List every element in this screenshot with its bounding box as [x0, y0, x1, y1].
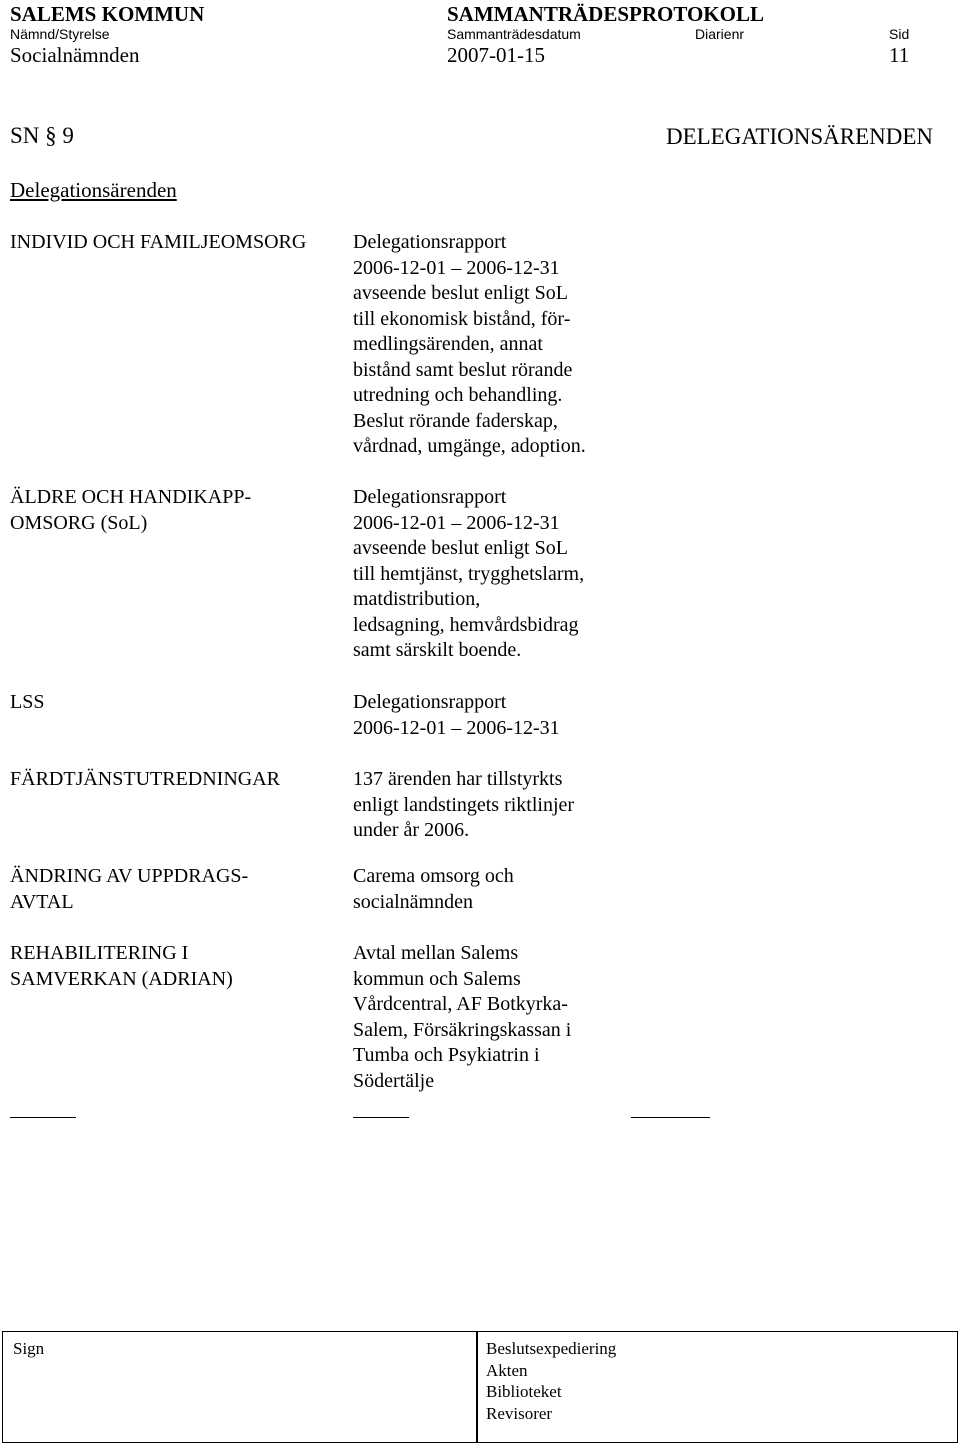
text-line: ÄLDRE OCH HANDIKAPP-: [10, 486, 252, 508]
label-date: Sammanträdesdatum: [447, 26, 581, 42]
text-line: utredning och behandling.: [353, 384, 563, 406]
sign-box: [2, 1331, 478, 1443]
signature-line: [353, 1117, 409, 1118]
row-right: [353, 864, 514, 915]
section-subtitle: Delegationsärenden: [10, 178, 177, 202]
text-line: under år 2006.: [353, 819, 470, 841]
row-right: [353, 230, 586, 460]
row-left: [10, 230, 306, 256]
signature-line: [10, 1117, 76, 1118]
sign-label: Sign: [13, 1339, 45, 1358]
text-line: till hemtjänst, trygghetslarm,: [353, 562, 585, 585]
text-line: LSS: [10, 691, 45, 713]
row-left: [10, 864, 248, 915]
distribution-box: [476, 1331, 958, 1443]
text-line: enligt landstingets riktlinjer: [353, 793, 575, 816]
text-line: Delegationsrapport: [353, 486, 507, 508]
text-line: Salem, Försäkringskassan i: [353, 1018, 572, 1041]
row-right: [353, 767, 574, 844]
body-name: Socialnämnden: [10, 43, 140, 67]
distribution-item: Akten: [486, 1360, 528, 1380]
row-left: [10, 941, 233, 992]
text-line: ledsagning, hemvårdsbidrag: [353, 613, 579, 636]
text-line: Beslut rörande faderskap,: [353, 409, 558, 432]
text-line: bistånd samt beslut rörande: [353, 358, 573, 381]
text-line: ÄNDRING AV UPPDRAGS-: [10, 865, 249, 887]
signature-line: [631, 1117, 710, 1118]
distribution-list: [486, 1338, 616, 1424]
section-number: SN § 9: [10, 123, 74, 148]
text-line: Södertälje: [353, 1069, 435, 1092]
text-line: 137 ärenden har tillstyrkts: [353, 768, 563, 790]
text-line: 2006-12-01 – 2006-12-31: [353, 511, 560, 534]
text-line: Tumba och Psykiatrin i: [353, 1044, 540, 1066]
text-line: REHABILITERING I: [10, 942, 189, 964]
text-line: 2006-12-01 – 2006-12-31: [353, 256, 560, 279]
text-line: vårdnad, umgänge, adoption.: [353, 435, 586, 457]
label-body: Nämnd/Styrelse: [10, 26, 110, 42]
distribution-item: Revisorer: [486, 1403, 553, 1423]
text-line: OMSORG (SoL): [10, 511, 148, 534]
row-right: [353, 941, 571, 1094]
text-line: avseende beslut enligt SoL: [353, 282, 568, 304]
meeting-date: 2007-01-15: [447, 43, 545, 67]
text-line: kommun och Salems: [353, 967, 521, 990]
text-line: avseende beslut enligt SoL: [353, 537, 568, 559]
text-line: Avtal mellan Salems: [353, 942, 519, 964]
org-name: SALEMS KOMMUN: [10, 2, 205, 26]
document-type: SAMMANTRÄDESPROTOKOLL: [447, 2, 764, 26]
text-line: INDIVID OCH FAMILJEOMSORG: [10, 231, 307, 253]
text-line: till ekonomisk bistånd, för-: [353, 307, 571, 330]
text-line: medlingsärenden, annat: [353, 333, 543, 355]
row-right: [353, 690, 560, 741]
text-line: AVTAL: [10, 890, 74, 913]
text-line: 2006-12-01 – 2006-12-31: [353, 716, 560, 739]
row-left: [10, 485, 251, 536]
distribution-item: Biblioteket: [486, 1382, 562, 1401]
row-left: [10, 767, 280, 793]
text-line: Delegationsrapport: [353, 691, 507, 713]
page-number: 11: [889, 43, 910, 67]
text-line: samt särskilt boende.: [353, 639, 522, 661]
row-right: [353, 485, 584, 664]
text-line: matdistribution,: [353, 588, 481, 610]
text-line: Vårdcentral, AF Botkyrka-: [353, 993, 568, 1015]
text-line: SAMVERKAN (ADRIAN): [10, 967, 233, 990]
text-line: Delegationsrapport: [353, 231, 507, 253]
section-heading: DELEGATIONSÄRENDEN: [665, 124, 933, 149]
distribution-item: Beslutsexpediering: [486, 1339, 617, 1358]
text-line: FÄRDTJÄNSTUTREDNINGAR: [10, 768, 281, 790]
label-page: Sid: [889, 26, 910, 42]
text-line: Carema omsorg och: [353, 865, 514, 887]
label-reg: Diarienr: [695, 26, 745, 42]
text-line: socialnämnden: [353, 890, 473, 913]
row-left: [10, 690, 44, 716]
